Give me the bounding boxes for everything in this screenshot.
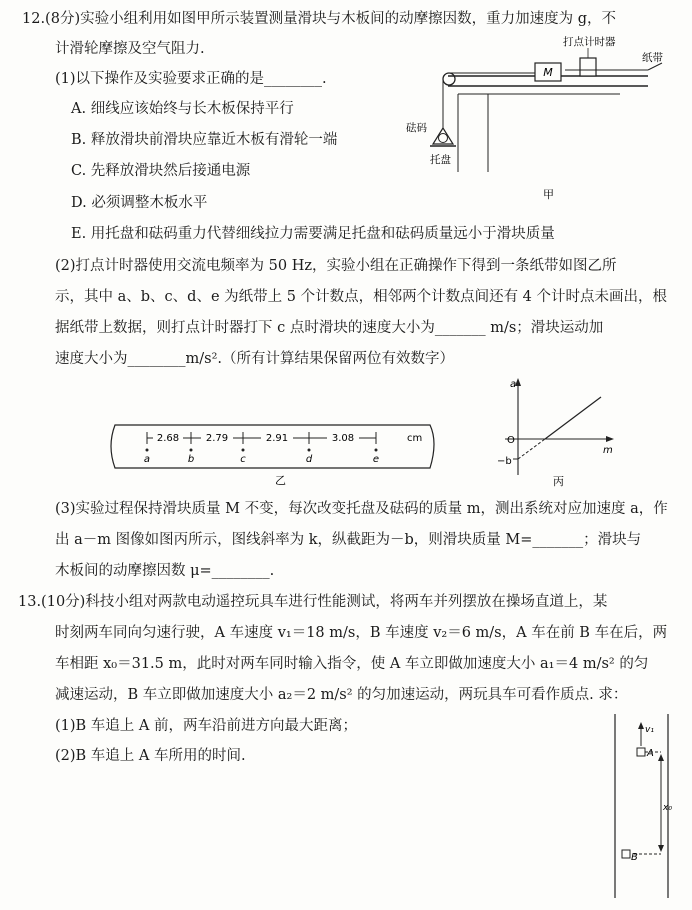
car-b-label: B: [631, 852, 638, 863]
q13-part2: (2)B 车追上 A 车所用的时间.: [55, 748, 246, 764]
q12-part2-line1: (2)打点计时器使用交流电频率为 50 Hz，实验小组在正确操作下得到一条纸带如图乙所: [55, 258, 617, 274]
tray-label: 托盘: [430, 154, 451, 166]
car-a-label: A: [647, 748, 654, 759]
q12-part2-line4: 速度大小为________m/s².（所有计算结果保留两位有效数字）: [55, 351, 454, 367]
q13-line4: 减速运动，B 车立即做加速度大小 a₂＝2 m/s² 的匀加速运动，两玩具车可看作质点. 求：: [55, 687, 628, 703]
q12-part3-line3: 木板间的动摩擦因数 μ=________.: [55, 563, 275, 579]
timer-label: 打点计时器: [563, 36, 616, 48]
q12-part3-line2: 出 a－m 图像如图丙所示，图线斜率为 k，纵截距为－b，则滑块质量 M=_______；滑块与: [55, 532, 642, 548]
velocity-label: v₁: [645, 725, 654, 735]
q13-line2: 时刻两车同向匀速行驶，A 车速度 v₁＝18 m/s，B 车速度 v₂＝6 m/s，A 车在前 B 车在后，两: [55, 625, 668, 641]
q12-option-a: A. 细线应该始终与长木板保持平行: [71, 101, 294, 117]
point-a: a: [143, 454, 151, 465]
figure-yi-tape: [105, 420, 445, 488]
figure-jia-apparatus: [400, 32, 678, 204]
segment-de: 3.08: [331, 433, 355, 444]
point-e: e: [372, 454, 380, 465]
tape-label: 纸带: [642, 52, 663, 64]
distance-label: x₀: [663, 803, 672, 813]
graph-y-label: a: [510, 379, 517, 390]
figure-bing-graph: [493, 375, 618, 490]
q12-part2-line3: 据纸带上数据，则打点计时器打下 c 点时滑块的速度大小为_______ m/s；滑块运动加: [55, 320, 604, 336]
weight-label: 砝码: [406, 122, 427, 134]
q12-part3-line1: (3)实验过程保持滑块质量 M 不变，每次改变托盘及砝码的质量 m，测出系统对应加速度 a，作: [55, 501, 668, 517]
q13-line1: 13.(10分)科技小组对两款电动遥控玩具车进行性能测试，将两车并列摆放在操场直道上，某: [18, 594, 608, 610]
tape-unit: cm: [407, 433, 423, 444]
q12-part2-line2: 示，其中 a、b、c、d、e 为纸带上 5 个计数点，相邻两个计数点间还有 4 个计时点未画出，根: [55, 289, 668, 305]
q12-part1: (1)以下操作及实验要求正确的是________.: [55, 71, 327, 87]
graph-origin-label: O: [507, 435, 515, 446]
figure-cars-track: [600, 712, 680, 902]
graph-x-label: m: [603, 445, 613, 456]
q12-option-d: D. 必须调整木板水平: [71, 195, 208, 211]
segment-bc: 2.79: [205, 433, 229, 444]
figure-bing-caption: 丙: [553, 475, 564, 488]
point-b: b: [187, 454, 195, 465]
q12-line2: 计滑轮摩擦及空气阻力.: [55, 41, 205, 57]
q12-option-c: C. 先释放滑块然后接通电源: [71, 163, 251, 179]
q13-line3: 车相距 x₀＝31.5 m，此时对两车同时输入指令，使 A 车立即做加速度大小 a₁＝4 m/s² 的匀: [55, 656, 649, 672]
q12-option-b: B. 释放滑块前滑块应靠近木板有滑轮一端: [71, 132, 338, 148]
block-label: M: [543, 66, 553, 79]
q12-option-e: E. 用托盘和砝码重力代替细线拉力需要满足托盘和砝码质量远小于滑块质量: [71, 226, 555, 242]
q13-part1: (1)B 车追上 A 前，两车沿前进方向最大距离；: [55, 718, 357, 734]
segment-ab: 2.68: [156, 433, 180, 444]
point-c: c: [240, 454, 246, 465]
graph-intercept-label: −b: [497, 456, 512, 467]
figure-yi-caption: 乙: [275, 474, 286, 487]
point-d: d: [305, 454, 313, 465]
q12-line1: 12.(8分)实验小组利用如图甲所示装置测量滑块与木板间的动摩擦因数，重力加速度为 g，不: [22, 11, 616, 27]
figure-jia-caption: 甲: [543, 188, 554, 201]
segment-cd: 2.91: [265, 433, 289, 444]
